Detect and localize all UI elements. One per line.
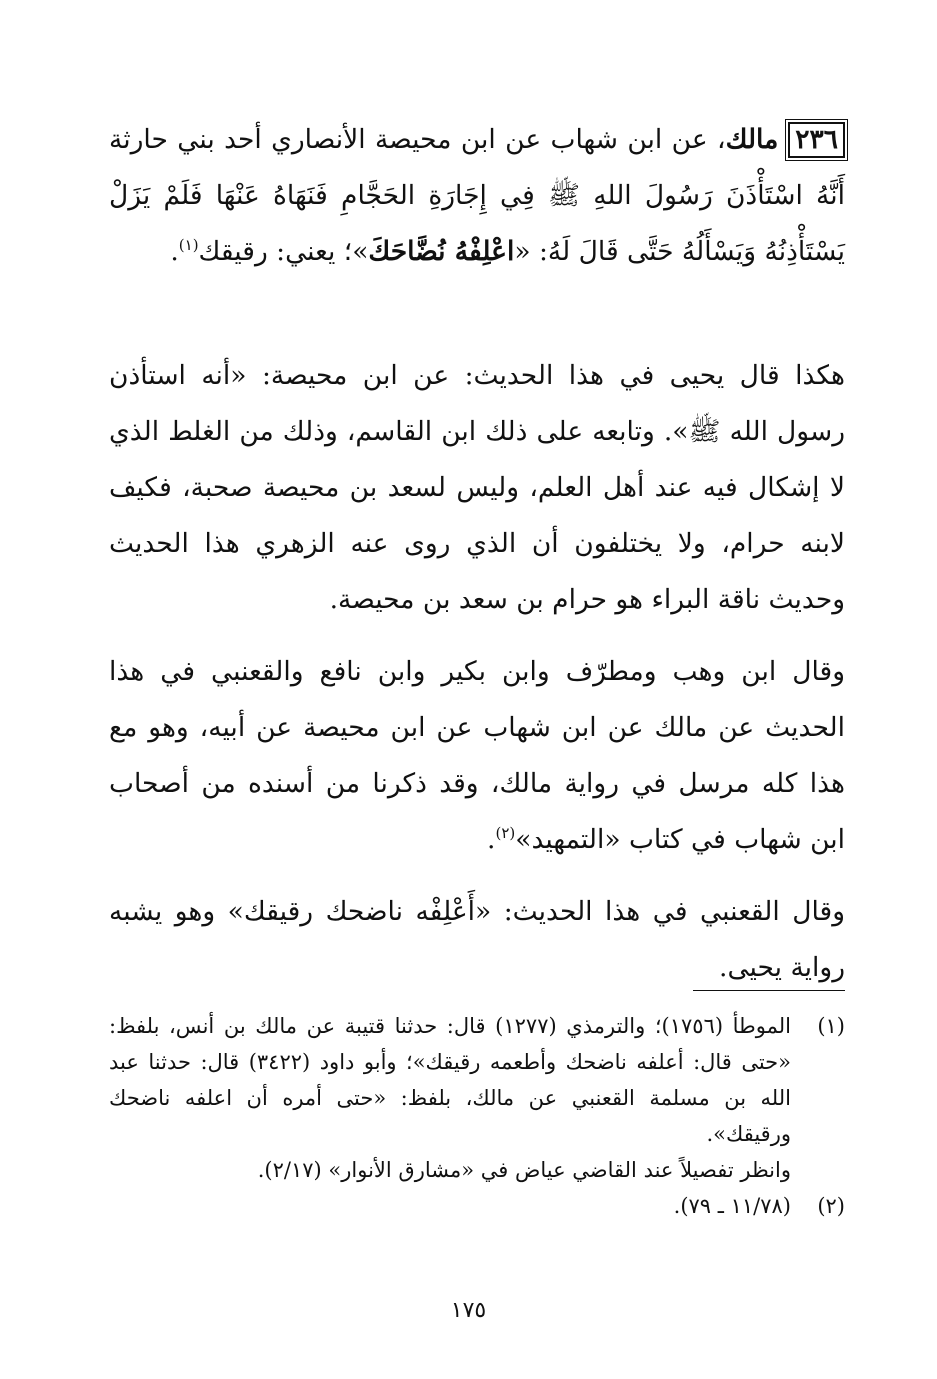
footnote-ref-2: (٢) — [495, 824, 516, 843]
narrator-name: مالك — [725, 124, 779, 155]
footnote-1 — [109, 1008, 845, 1152]
commentary-text — [109, 348, 845, 996]
commentary-paragraph-2 — [109, 644, 845, 868]
footnote-2-text: (١١/٧٨ ـ ٧٩). — [673, 1194, 791, 1218]
hadith-number-box: ٢٣٦ — [788, 122, 845, 158]
footnote-1-text: الموطأ (١٧٥٦)؛ والترمذي (١٢٧٧) قال: حدثنا قتيبة عن مالك بن أنس، بلفظ: «حتى قال: أعلفه ناضحك وأطعمه رقيقك»؛ وأبو داود (٣٤٢٢) قال: حدثنا عبد الله بن مسلمة القعنبي عن مالك، بلفظ: «حتى أمره أن اعلفه ناضحك ورقيقك». — [109, 1014, 791, 1146]
hadith-end: . — [170, 236, 179, 267]
hadith-paragraph — [109, 112, 845, 280]
footnote-1-extra: وانظر تفصيلاً عند القاضي عياض في «مشارق الأنوار» (٢/١٧). — [257, 1158, 791, 1182]
hadith-quote: اعْلِفْهُ نُضَّاحَكَ — [368, 236, 515, 267]
footnote-1-number: (١) — [817, 1014, 845, 1038]
page-number: ١٧٥ — [450, 1298, 487, 1323]
hadith-opening: ، عن ابن شهاب عن ابن محيصة الأنصاري أحد بني حارثة أَنَّهُ اسْتَأْذَنَ رَسُولَ اللهِ ﷺ فِي إِجَارَةِ الحَجَّامِ فَنَهَاهُ عَنْهَا فَلَمْ يَزَلْ يَسْتَأْذِنُهُ وَيَسْأَلُهُ حَتَّى قَالَ لَهُ: « — [109, 124, 845, 267]
commentary-paragraph-1: هكذا قال يحيى في هذا الحديث: عن ابن محيصة: «أنه استأذن رسول الله ﷺ». وتابعه على ذلك ابن القاسم، وذلك من الغلط الذي لا إشكال فيه عند أهل العلم، وليس لسعد بن محيصة صحبة، فكيف لابنه حرام، ولا يختلفون أن الذي روى عنه الزهري هذا الحديث وحديث ناقة البراء هو حرام بن سعد بن محيصة. — [109, 360, 845, 615]
footnote-2 — [109, 1188, 845, 1224]
footnote-separator — [693, 990, 845, 991]
commentary-paragraph-3: وقال القعنبي في هذا الحديث: «أَعْلِفْه ناضحك رقيقك» وهو يشبه رواية يحيى. — [109, 896, 845, 983]
footnote-2-number: (٢) — [817, 1194, 845, 1218]
commentary-paragraph-2-text: وقال ابن وهب ومطرّف وابن بكير وابن نافع والقعنبي في هذا الحديث عن مالك عن ابن شهاب عن ابن محيصة عن أبيه، وهو مع هذا كله مرسل في رواية مالك، وقد ذكرنا من أسنده من أصحاب ابن شهاب في كتاب «التمهيد» — [109, 656, 845, 855]
footnotes — [109, 1008, 845, 1224]
commentary-paragraph-2-end: . — [487, 824, 496, 855]
main-text — [109, 112, 845, 280]
footnote-ref-1: (١) — [178, 236, 199, 255]
hadith-closing: »؛ يعني: رقيقك — [198, 236, 369, 267]
